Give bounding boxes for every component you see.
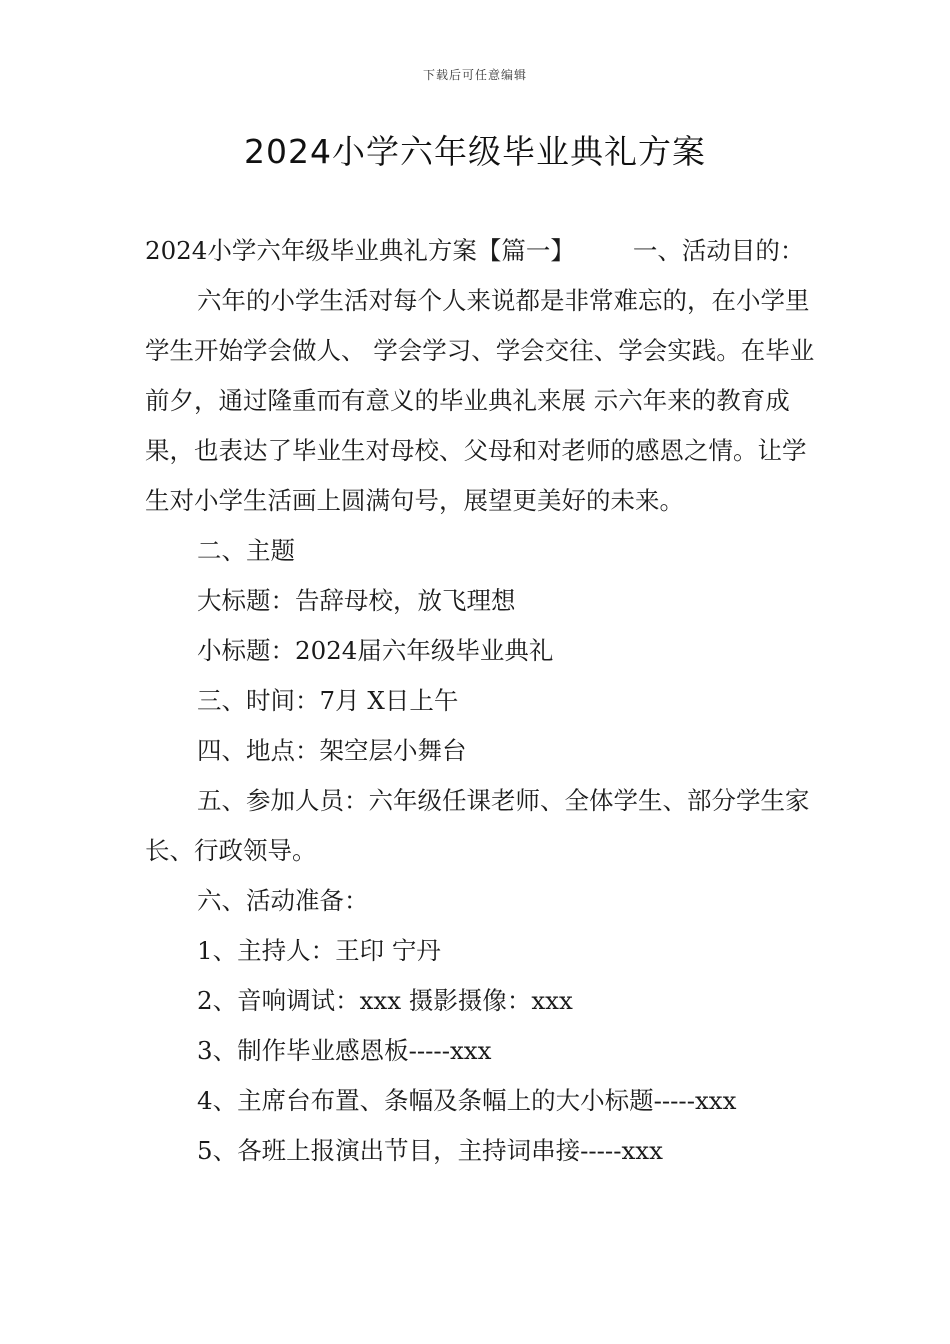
preparation-heading: 六、活动准备： xyxy=(197,886,369,915)
theme-heading: 二、主题 xyxy=(197,536,295,565)
prep-item-stage: 4、主席台布置、条幅及条幅上的大小标题-----xxx xyxy=(197,1086,737,1115)
prep-item-programs: 5、各班上报演出节目，主持词串接-----xxx xyxy=(197,1136,663,1165)
prep-item-host: 1、主持人：王印 宁丹 xyxy=(197,936,441,965)
activity-purpose-heading: 一、活动目的： xyxy=(632,236,805,265)
prep-item-board: 3、制作毕业感恩板-----xxx xyxy=(197,1036,492,1065)
subtitle-line: 小标题：2024届六年级毕业典礼 xyxy=(197,636,554,665)
location-line: 四、地点：架空层小舞台 xyxy=(197,736,467,765)
participants-paragraph: 五、参加人员：六年级任课老师、全体学生、部分学生家长、行政领导。 xyxy=(145,786,810,865)
document-title: 2024小学六年级毕业典礼方案 xyxy=(244,132,706,171)
section-heading: 2024小学六年级毕业典礼方案【篇一】 xyxy=(145,236,575,265)
prep-item-audio: 2、音响调试：xxx 摄影摄像：xxx xyxy=(197,986,573,1015)
section-heading-line xyxy=(145,226,815,276)
document-body xyxy=(145,226,815,1176)
time-line: 三、时间：7月 X日上午 xyxy=(197,686,459,715)
purpose-paragraph: 六年的小学生活对每个人来说都是非常难忘的，在小学里学生开始学会做人、 学会学习、学会交往、学会实践。在毕业前夕，通过隆重而有意义的毕业典礼来展 示六年来的教育成果，也表达了毕业生对母校、父母和对老师的感恩之情。让学生对小学生活画上圆满句号，展望更美好的未来。 xyxy=(145,286,815,515)
main-title-line: 大标题：告辞母校，放飞理想 xyxy=(197,586,516,615)
header-note: 下载后可任意编辑 xyxy=(422,68,527,82)
